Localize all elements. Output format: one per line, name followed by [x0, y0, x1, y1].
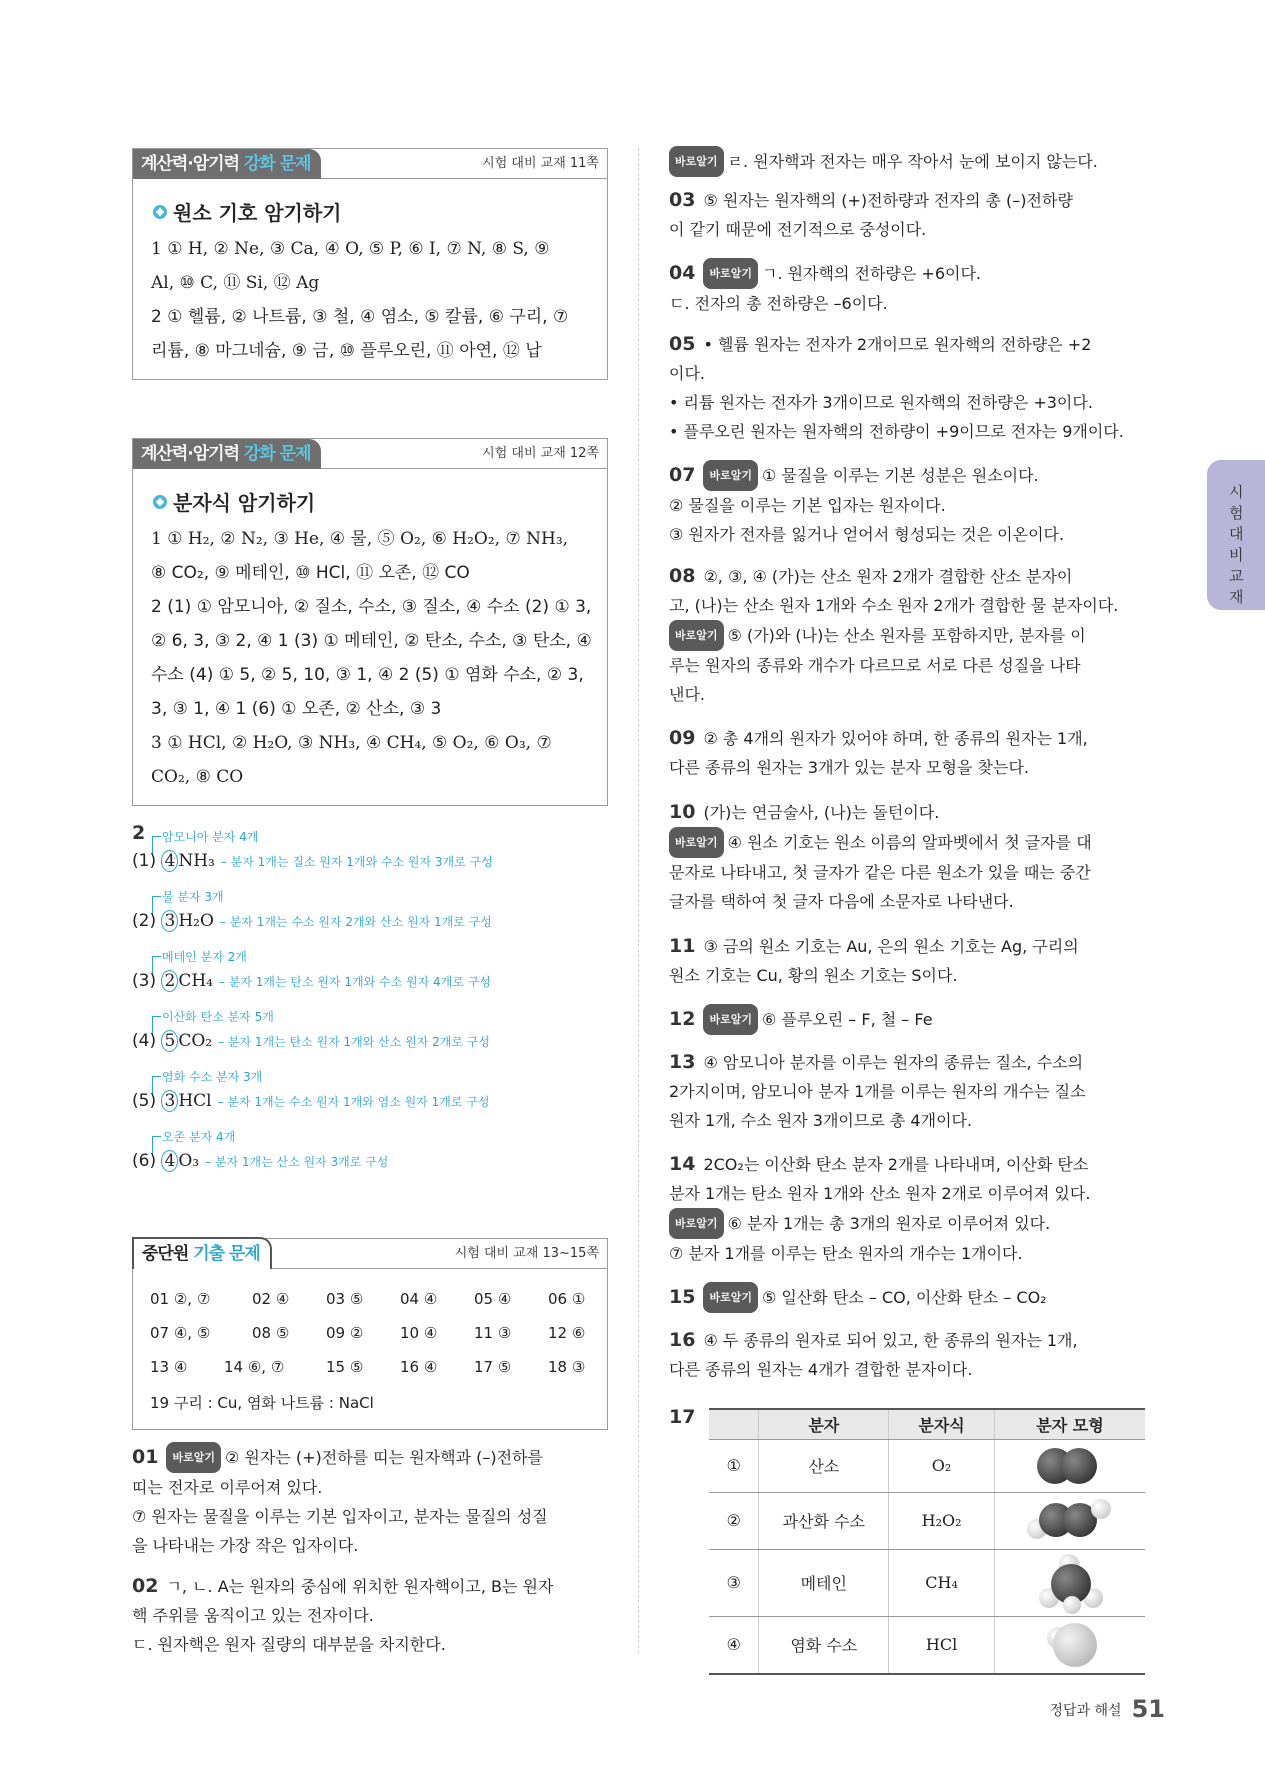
answer-row	[150, 1392, 590, 1418]
molecule-annotation	[132, 888, 612, 948]
box-line: CO₂, ⑧ CO	[151, 767, 244, 787]
correction-pill: 바로알기	[669, 827, 724, 858]
annotation-formula: (6) 4 O₃ – 분자 1개는 산소 원자 3개로 구성	[132, 1151, 389, 1171]
box-tag: 중단원 기출 문제	[132, 1237, 272, 1269]
box-tag: 계산력·암기력 강화 문제	[133, 439, 321, 469]
correction-pill: 바로알기	[669, 146, 724, 177]
box-reference: 시험 대비 교재 11쪽	[482, 156, 599, 171]
explanation-16: 16 ④ 두 종류의 원자로 되어 있고, 한 종류의 원자는 1개, 다른 종류의 원자는 4개가 결합한 분자이다.	[669, 1329, 1078, 1379]
answer-cell: 06 ①	[548, 1290, 586, 1308]
answer-row	[150, 1290, 590, 1316]
element-symbol-box	[132, 148, 608, 380]
explanation-04: 04 바로알기 ㄱ. 원자핵의 전하량은 +6이다. ㄷ. 전자의 총 전하량은 –6이다.	[669, 258, 1149, 318]
annotation-formula: (4) 5 CO₂ – 분자 1개는 탄소 원자 1개와 산소 원자 2개로 구성	[132, 1031, 490, 1051]
explanation-continued: 바로알기 ㄹ. 원자핵과 전자는 매우 작아서 눈에 보이지 않는다.	[669, 146, 1149, 177]
answer-cell: 14 ⑥, ⑦	[224, 1358, 285, 1376]
box-line: 1 ① H, ② Ne, ③ Ca, ④ O, ⑤ P, ⑥ I, ⑦ N, ⑧ S, ⑨	[151, 239, 550, 259]
explanation-09: 09 ② 총 4개의 원자가 있어야 하며, 한 종류의 원자는 1개, 다른 종류의 원자는 3개가 있는 분자 모형을 찾는다.	[669, 727, 1088, 777]
footer-label: 정답과 해설	[1049, 1703, 1122, 1719]
table-header: 분자 모형	[994, 1409, 1145, 1439]
table-row	[709, 1439, 1145, 1492]
answer-cell: 12 ⑥	[548, 1324, 586, 1342]
model-cell	[994, 1549, 1145, 1616]
annotation-label: 이산화 탄소 분자 5개	[162, 1010, 274, 1024]
molecule-annotation	[132, 828, 612, 888]
molecular-formula-box	[132, 438, 608, 806]
box-tag: 계산력·암기력 강화 문제	[133, 149, 321, 179]
answer-cell: 09 ②	[326, 1324, 364, 1342]
annotation-formula: (2) 3 H₂O – 분자 1개는 수소 원자 2개와 산소 원자 1개로 구성	[132, 911, 492, 931]
table-cell: O₂	[889, 1439, 995, 1492]
explanation-10: 10 (가)는 연금술사, (나)는 돌턴이다. 바로알기 ④ 원소 기호는 원소 이름의 알파벳에서 첫 글자를 대 문자로 나타내고, 첫 글자가 같은 다른 원소가 있을 때는 중간 글자를 택하여 첫 글자 다음에 소문자로 나타낸다.	[669, 801, 1092, 911]
table-row	[709, 1549, 1145, 1616]
table-cell: H₂O₂	[889, 1492, 995, 1549]
answer-cell: 03 ⑤	[326, 1290, 364, 1308]
table-cell: 과산화 수소	[759, 1492, 889, 1549]
box-line: 2 (1) ① 암모니아, ② 질소, 수소, ③ 질소, ④ 수소 (2) ① 3,	[151, 597, 592, 617]
table-row	[709, 1616, 1145, 1674]
answer-cell: 10 ④	[400, 1324, 438, 1342]
answer-cell: 19 구리 : Cu, 염화 나트륨 : NaCl	[150, 1394, 374, 1412]
box-line: ② 6, 3, ③ 2, ④ 1 (3) ① 메테인, ② 탄소, 수소, ③ 탄소, ④	[151, 631, 592, 651]
annotation-formula: (3) 2 CH₄ – 분자 1개는 탄소 원자 1개와 수소 원자 4개로 구성	[132, 971, 491, 991]
table-header: 분자식	[889, 1409, 995, 1439]
annotation-formula: (5) 3 HCl – 분자 1개는 수소 원자 1개와 염소 원자 1개로 구성	[132, 1091, 490, 1111]
answer-cell: 13 ④	[150, 1358, 188, 1376]
box-line: 1 ① H₂, ② N₂, ③ He, ④ 물, ⑤ O₂, ⑥ H₂O₂, ⑦ NH₃,	[151, 529, 569, 549]
question-number: 2	[132, 822, 146, 844]
box-line: Al, ⑩ C, ⑪ Si, ⑫ Ag	[151, 273, 320, 293]
explanation-05: 05 • 헬륨 원자는 전자가 2개이므로 원자핵의 전하량은 +2 이다. • 리튬 원자는 전자가 3개이므로 원자핵의 전하량은 +3이다. • 플루오린 원자는 원자핵의 전하량이 +9이므로 전자는 9개이다.	[669, 333, 1124, 441]
annotation-label: 염화 수소 분자 3개	[162, 1070, 263, 1084]
box-line: 수소 (4) ① 5, ② 5, 10, ③ 1, ④ 2 (5) ① 염화 수소, ② 3,	[151, 665, 584, 685]
answer-cell: 16 ④	[400, 1358, 438, 1376]
correction-pill: 바로알기	[703, 1004, 758, 1035]
explanation-15: 15 바로알기 ⑤ 일산화 탄소 – CO, 이산화 탄소 – CO₂	[669, 1282, 1149, 1313]
answer-cell: 15 ⑤	[326, 1358, 364, 1376]
box-header	[133, 1239, 607, 1269]
table-cell: 메테인	[759, 1549, 889, 1616]
question-number: 17	[669, 1406, 696, 1428]
oxygen-model-image	[995, 1440, 1145, 1492]
hydrogen-chloride-model-image	[995, 1617, 1145, 1673]
correction-pill: 바로알기	[703, 258, 758, 289]
table-cell: 산소	[759, 1439, 889, 1492]
explanation-14: 14 2CO₂는 이산화 탄소 분자 2개를 나타내며, 이산화 탄소 분자 1개는 탄소 원자 1개와 산소 원자 2개로 이루어져 있다. 바로알기 ⑥ 분자 1개는 총 3개의 원자로 이루어져 있다. ⑦ 분자 1개를 이루는 탄소 원자의 개수는 1개이다.	[669, 1153, 1091, 1263]
explanation-01: 01 바로알기 ② 원자는 (+)전하를 띠는 원자핵과 (–)전하를 띠는 전자로 이루어져 있다. ⑦ 원자는 물질을 이루는 기본 입자이고, 분자는 물질의 성질 을 나타내는 가장 작은 입자이다.	[132, 1442, 610, 1560]
answer-row	[150, 1358, 590, 1384]
annotation-label: 오존 분자 4개	[162, 1130, 236, 1144]
column-divider	[638, 148, 639, 1653]
answer-row	[150, 1324, 590, 1350]
molecule-annotation	[132, 1068, 612, 1128]
table-cell: HCl	[889, 1616, 995, 1674]
table-cell: ④	[709, 1616, 759, 1674]
box-line: ⑧ CO₂, ⑨ 메테인, ⑩ HCl, ⑪ 오존, ⑫ CO	[151, 563, 470, 583]
box-reference: 시험 대비 교재 12쪽	[482, 446, 599, 461]
box-line: 리튬, ⑧ 마그네슘, ⑨ 금, ⑩ 플루오린, ⑪ 아연, ⑫ 납	[151, 341, 542, 361]
annotation-label: 암모니아 분자 4개	[162, 830, 259, 844]
box-line: 3, ③ 1, ④ 1 (6) ① 오존, ② 산소, ③ 3	[151, 699, 442, 719]
table-cell: CH₄	[889, 1549, 995, 1616]
explanation-08: 08 ②, ③, ④ (가)는 산소 원자 2개가 결합한 산소 분자이 고, (나)는 산소 원자 1개와 수소 원자 2개가 결합한 물 분자이다. 바로알기 ⑤ (가)와 (나)는 산소 원자를 포함하지만, 분자를 이 루는 원자의 종류와 개수가 다르므로 서로 다른 성질을 나타 낸다.	[669, 565, 1119, 704]
correction-pill: 바로알기	[703, 1282, 758, 1313]
answer-cell: 02 ④	[252, 1290, 290, 1308]
table-header	[709, 1409, 759, 1439]
box-subtitle: 분자식 암기하기	[153, 487, 315, 516]
table-cell: ②	[709, 1492, 759, 1549]
explanation-02: 02 ㄱ, ㄴ. A는 원자의 중심에 위치한 원자핵이고, B는 원자 핵 주위를 움직이고 있는 전자이다. ㄷ. 원자핵은 원자 질량의 대부분을 차지한다.	[132, 1575, 554, 1654]
molecule-annotation	[132, 1128, 612, 1188]
box-header	[133, 439, 607, 469]
explanation-07: 07 바로알기 ① 물질을 이루는 기본 성분은 원소이다. ② 물질을 이루는 기본 입자는 원자이다. ③ 원자가 전자를 잃거나 얻어서 형성되는 것은 이온이다.	[669, 460, 1149, 549]
box-line: 3 ① HCl, ② H₂O, ③ NH₃, ④ CH₄, ⑤ O₂, ⑥ O₃, ⑦	[151, 733, 552, 753]
table-header-row	[709, 1409, 1145, 1439]
page-number: 51	[1131, 1695, 1165, 1723]
side-tab-label: 시험 대비 교재	[1229, 483, 1244, 606]
table-cell: ①	[709, 1439, 759, 1492]
answer-cell: 17 ⑤	[474, 1358, 512, 1376]
explanation-13: 13 ④ 암모니아 분자를 이루는 원자의 종류는 질소, 수소의 2가지이며, 암모니아 분자 1개를 이루는 원자의 개수는 질소 원자 1개, 수소 원자 3개이므로 총 4개이다.	[669, 1051, 1086, 1130]
page-footer	[1050, 1695, 1165, 1723]
answer-cell: 08 ⑤	[252, 1324, 290, 1342]
diamond-icon	[153, 495, 167, 509]
model-cell	[994, 1439, 1145, 1492]
correction-pill: 바로알기	[166, 1442, 221, 1473]
explanation-11: 11 ③ 금의 원소 기호는 Au, 은의 원소 기호는 Ag, 구리의 원소 기호는 Cu, 황의 원소 기호는 S이다.	[669, 935, 1079, 985]
correction-pill: 바로알기	[703, 460, 758, 491]
molecule-table	[709, 1408, 1145, 1675]
diamond-icon	[153, 205, 167, 219]
annotation-label: 물 분자 3개	[162, 890, 224, 904]
answer-cell: 01 ②, ⑦	[150, 1290, 211, 1308]
annotation-label: 메테인 분자 2개	[162, 950, 247, 964]
correction-pill: 바로알기	[669, 620, 724, 651]
table-cell: ③	[709, 1549, 759, 1616]
answer-cell: 04 ④	[400, 1290, 438, 1308]
molecule-annotation	[132, 1008, 612, 1068]
box-header	[133, 149, 607, 179]
correction-pill: 바로알기	[669, 1208, 724, 1239]
explanation-03: 03 ⑤ 원자는 원자핵의 (+)전하량과 전자의 총 (–)전하량 이 같기 때문에 전기적으로 중성이다.	[669, 189, 1073, 239]
hydrogen-peroxide-model-image	[995, 1493, 1145, 1549]
table-header: 분자	[759, 1409, 889, 1439]
explanation-12: 12 바로알기 ⑥ 플루오린 – F, 철 – Fe	[669, 1004, 1149, 1035]
model-cell	[994, 1492, 1145, 1549]
model-cell	[994, 1616, 1145, 1674]
answer-cell: 05 ④	[474, 1290, 512, 1308]
answer-cell: 07 ④, ⑤	[150, 1324, 211, 1342]
molecule-annotation	[132, 948, 612, 1008]
answer-cell: 18 ③	[548, 1358, 586, 1376]
annotation-formula: (1) 4 NH₃ – 분자 1개는 질소 원자 1개와 수소 원자 3개로 구성	[132, 851, 493, 871]
answer-cell: 11 ③	[474, 1324, 512, 1342]
table-cell: 염화 수소	[759, 1616, 889, 1674]
box-line: 2 ① 헬륨, ② 나트륨, ③ 철, ④ 염소, ⑤ 칼륨, ⑥ 구리, ⑦	[151, 307, 569, 327]
box-reference: 시험 대비 교재 13~15쪽	[454, 1246, 599, 1261]
side-tab[interactable]	[1207, 460, 1265, 610]
methane-model-image	[995, 1550, 1145, 1616]
box-subtitle: 원소 기호 암기하기	[153, 197, 342, 226]
table-row	[709, 1492, 1145, 1549]
